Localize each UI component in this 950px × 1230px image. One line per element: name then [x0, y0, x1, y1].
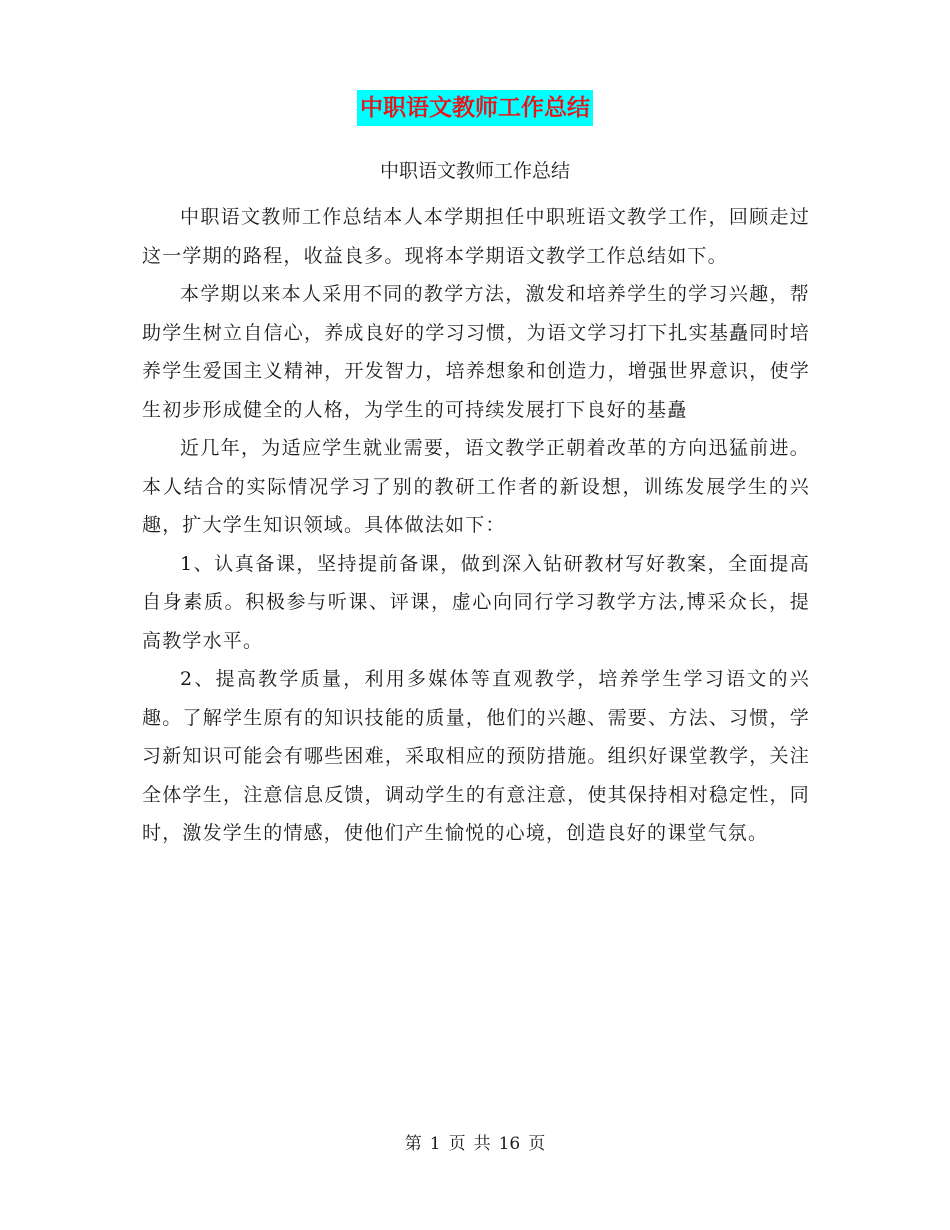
footer-label-page: 第 [404, 1134, 422, 1154]
paragraph-1: 中职语文教师工作总结本人本学期担任中职班语文教学工作，回顾走过这一学期的路程，收益良多。现将本学期语文教学工作总结如下。 [142, 206, 810, 267]
footer-label-total: 共 [473, 1134, 491, 1154]
footer-label-unit2: 页 [528, 1134, 546, 1154]
paragraph-5: 2、提高教学质量，利用多媒体等直观教学，培养学生学习语文的兴趣。了解学生原有的知识技能的质量，他们的兴趣、需要、方法、习惯，学习新知识可能会有哪些困难，采取相应的预防措施。组织好课堂教学，关注全体学生，注意信息反馈，调动学生的有意注意，使其保持相对稳定性，同时，激发学生的情感，使他们产生愉悦的心境，创造良好的课堂气氛。 [142, 668, 810, 844]
page-footer [0, 1130, 950, 1158]
footer-label-unit: 页 [448, 1134, 466, 1154]
document-body [142, 198, 810, 853]
paragraph-3: 近几年，为适应学生就业需要，语文教学正朝着改革的方向迅猛前进。本人结合的实际情况学习了别的教研工作者的新设想，训练发展学生的兴趣，扩大学生知识领域。具体做法如下： [142, 437, 810, 536]
paragraph-2: 本学期以来本人采用不同的教学方法，激发和培养学生的学习兴趣，帮助学生树立自信心，养成良好的学习习惯，为语文学习打下扎实基矗同时培养学生爱国主义精神，开发智力，培养想象和创造力，增强世界意识，使学生初步形成健全的人格，为学生的可持续发展打下良好的基矗 [142, 283, 810, 421]
paragraph-4: 1、认真备课，坚持提前备课，做到深入钻研教材写好教案，全面提高自身素质。积极参与听课、评课，虚心向同行学习教学方法,博采众长，提高教学水平。 [142, 552, 810, 652]
title-container [0, 90, 950, 126]
footer-total-pages: 16 [498, 1134, 521, 1154]
document-title: 中职语文教师工作总结 [357, 90, 593, 126]
document-subtitle: 中职语文教师工作总结 [379, 160, 570, 182]
footer-current-page: 1 [429, 1134, 441, 1154]
